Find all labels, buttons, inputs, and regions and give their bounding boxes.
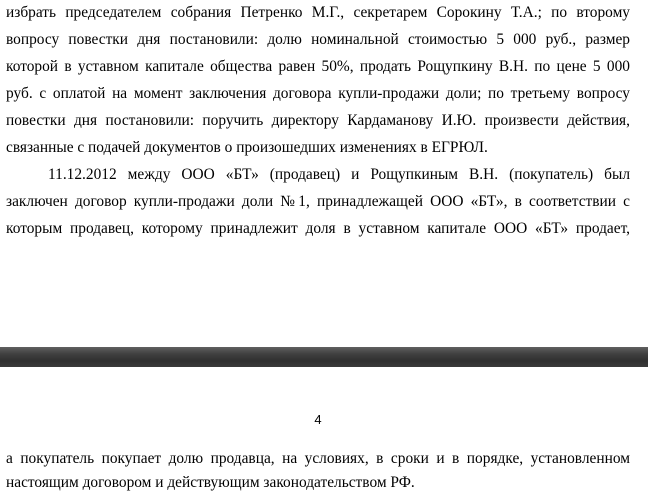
paragraph-first-line: 11.12.2012 между ООО «БТ» (продавец) и Рощупкиным В.Н. (покупатель) был (48, 166, 630, 183)
text-line: вопросу повестки дня постановили: долю номинальной стоимостью 5 000 руб., размер (6, 31, 630, 48)
text-line: заключен договор купли-продажи доли №1, принадлежащей ООО «БТ», в соответствии с (6, 193, 630, 210)
text-line: связанные с подачей документов о произошедших изменениях в ЕГРЮЛ. (6, 139, 488, 156)
text-line: избрать председателем собрания Петренко М.Г., секретарем Сорокину Т.А.; по второму (6, 4, 630, 21)
text-line: а покупатель покупает долю продавца, на условиях, в сроки и в порядке, установленном (6, 450, 630, 467)
text-line: настоящим договором и действующим законодательством РФ. (6, 474, 415, 491)
text-line: которой в уставном капитале общества равен 50%, продать Рощупкину В.Н. по цене 5 000 (6, 58, 630, 75)
page-number: 4 (314, 412, 322, 427)
text-line: руб. с оплатой на момент заключения договора купли-продажи доли; по третьему вопросу (6, 85, 630, 102)
text-line: которым продавец, которому принадлежит доля в уставном капитале ООО «БТ» продает, (6, 220, 630, 237)
page-break-divider (0, 347, 648, 367)
text-line: повестки дня постановили: поручить директору Кардаманову И.Ю. произвести действия, (6, 112, 630, 129)
